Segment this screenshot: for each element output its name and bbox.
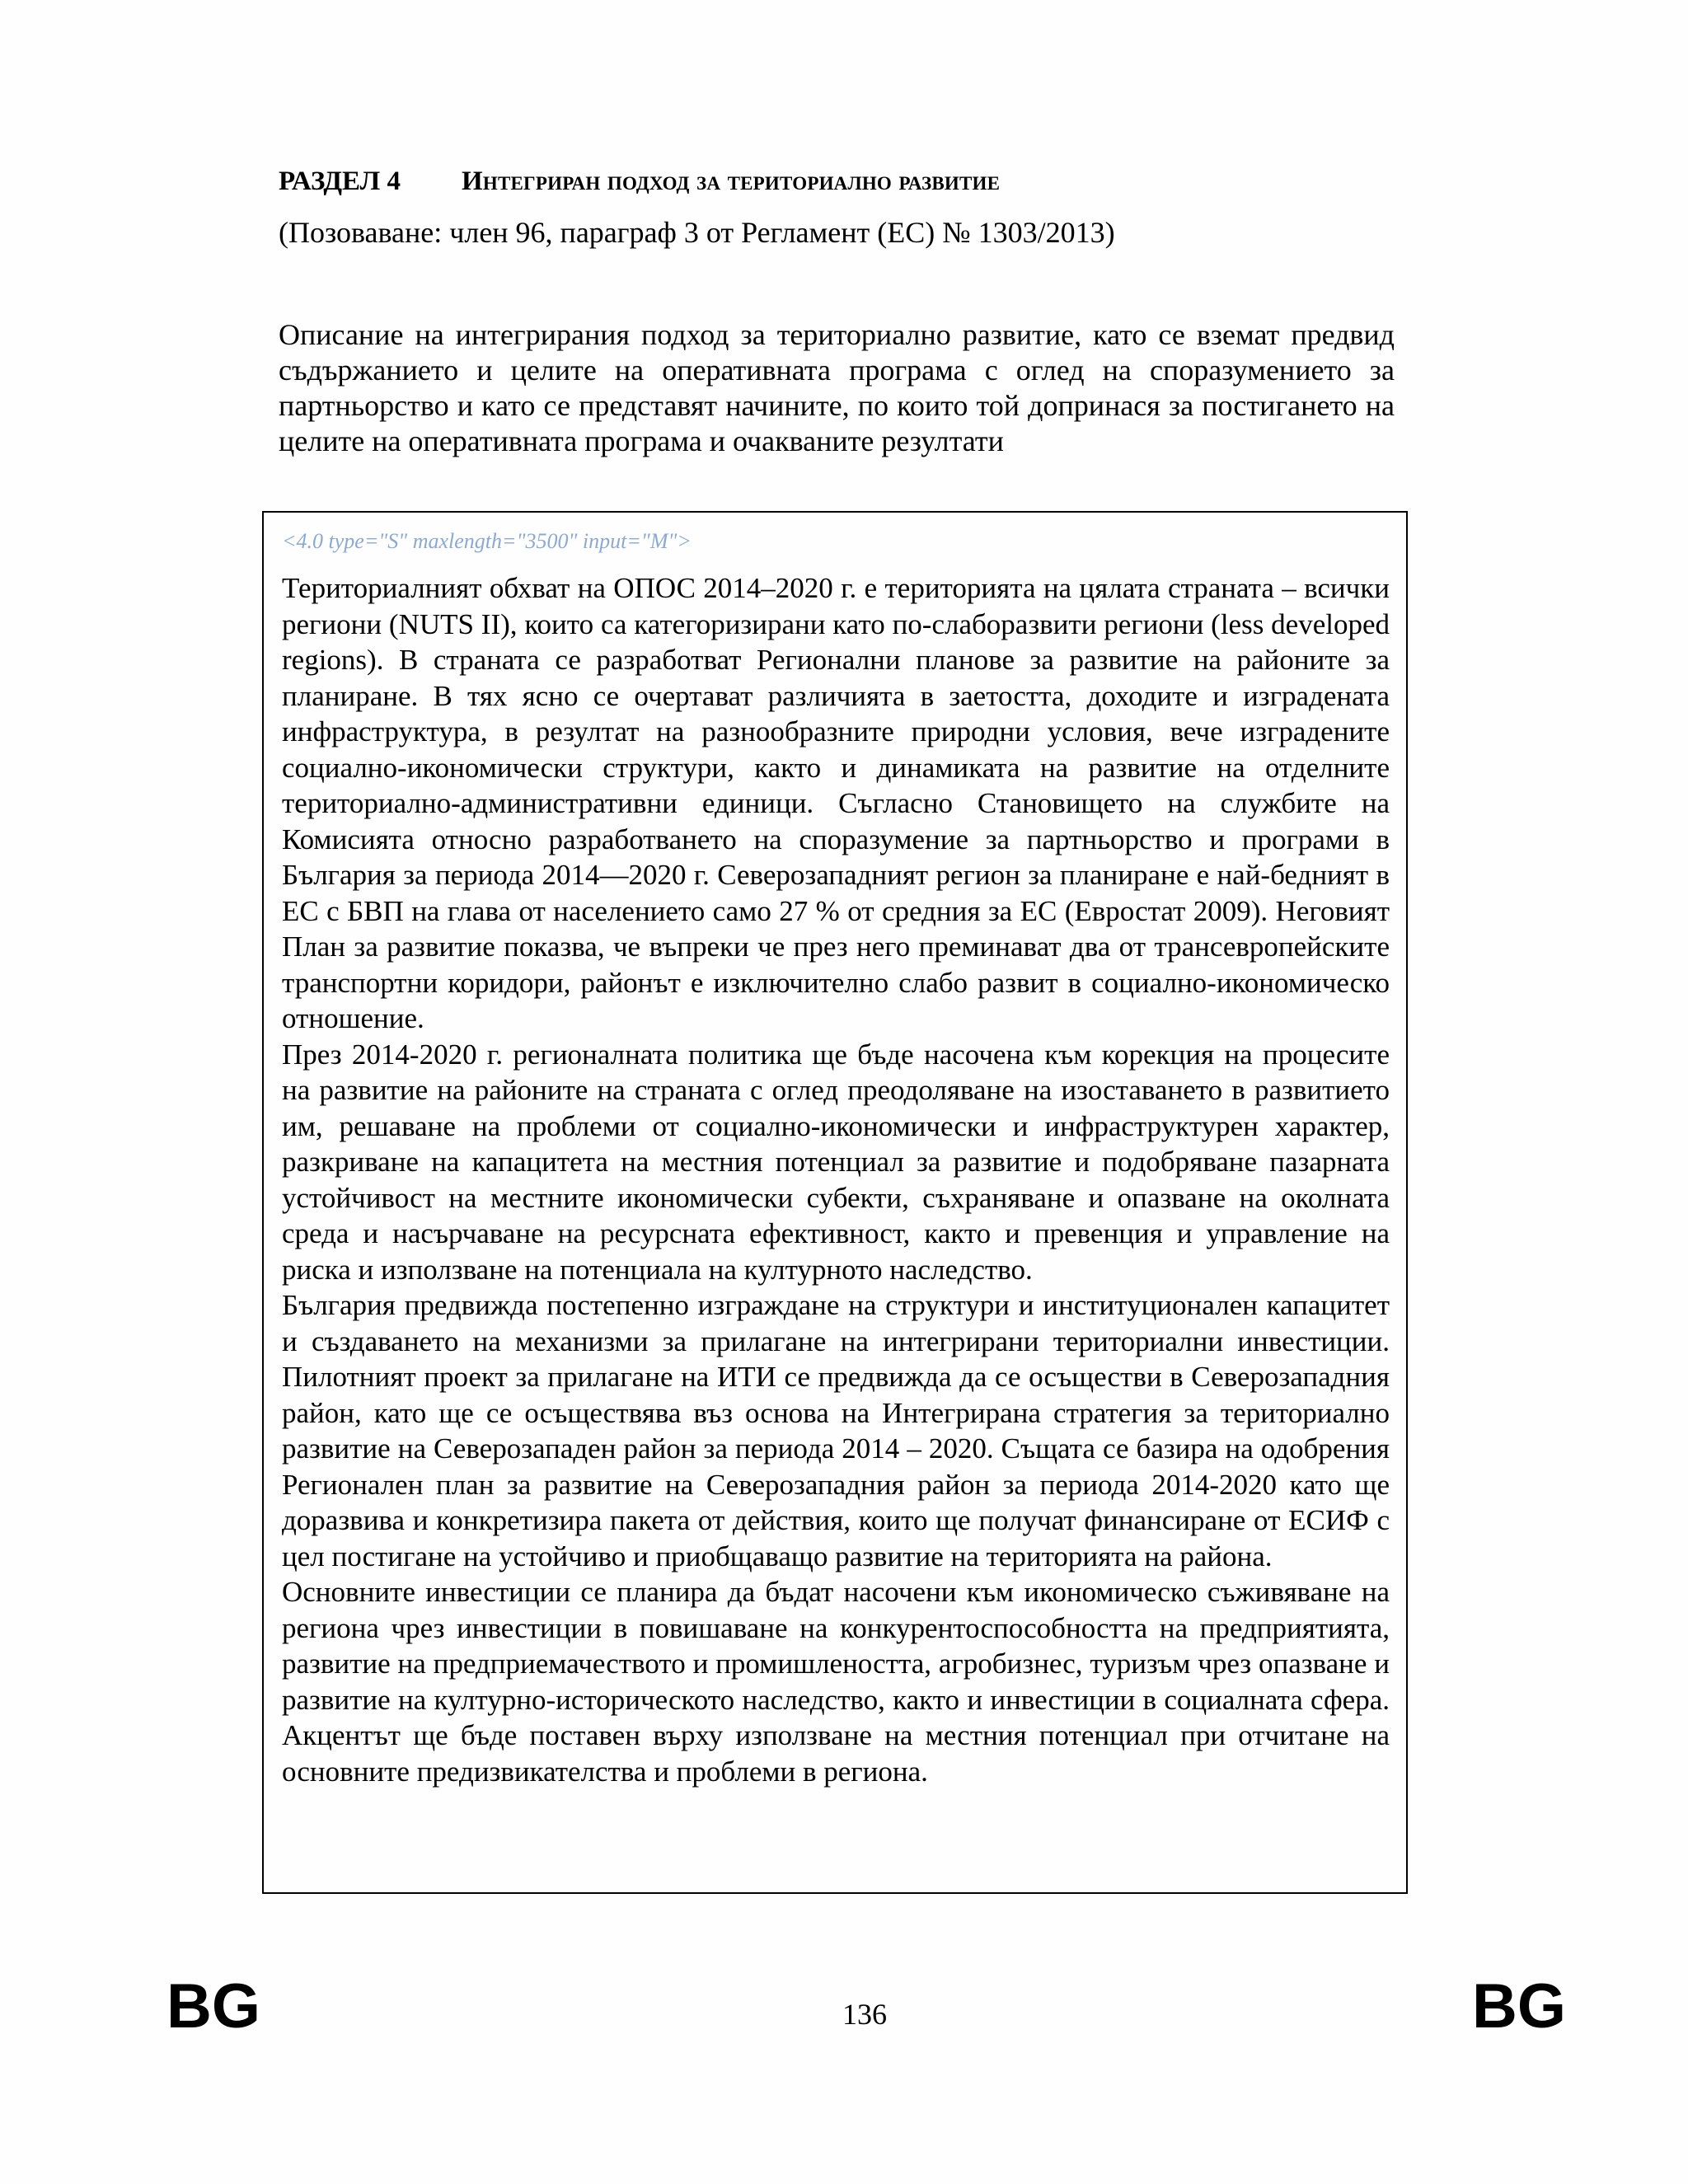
section-description: Описание на интегрирания подход за териториално развитие, като се вземат предвид съдържанието и целите на оперативната програма с оглед на споразумението за партньорство и като се представят начините, по които той допринася за постигането на целите на оперативната програма и очакваните резултати: [279, 318, 1395, 457]
paragraph: През 2014-2020 г. регионалната политика ще бъде насочена към корекция на процесите на развитие на районите на страната с оглед преодоляване на изоставането в развитието им, решаване на проблеми от социално-икономически и инфраструктурен характер, разкриване на капацитета на местния потенциал за развитие и подобряване пазарната устойчивост на местните икономически субекти, съхраняване и опазване на околната среда и насърчаване на ресурсната ефективност, както и превенция и управление на риска и използване на потенциала на културното наследство.: [282, 1038, 1390, 1286]
section-heading: [279, 165, 1000, 198]
section-title: Интегриран подход за териториално развитие: [462, 166, 1001, 196]
paragraph: България предвижда постепенно изграждане на структури и институционален капацитет и създаването на механизми за прилагане на интегрирани териториални инвестиции. Пилотният проект за прилагане на ИТИ се предвижда да се осъществи в Северозападния район, като ще се осъществява въз основа на Интегрирана стратегия за териториално развитие на Северозападен район за периода 2014 – 2020. Същата се базира на одобрения Регионален план за развитие на Северозападния район за периода 2014-2020 като ще доразвива и конкретизира пакета от действия, които ще получат финансиране от ЕСИФ с цел постигане на устойчиво и приобщаващо развитие на територията на района.: [282, 1289, 1390, 1572]
language-code-left: BG: [166, 1971, 260, 2041]
language-code-right: BG: [1472, 1971, 1566, 2041]
regulation-reference: (Позоваване: член 96, параграф 3 от Регламент (ЕС) № 1303/2013): [279, 216, 1115, 249]
content-text-box: [262, 511, 1408, 1894]
field-tag: <4.0 type="S" maxlength="3500" input="M">: [282, 529, 692, 553]
page-number: 136: [842, 1998, 887, 2031]
text-box-content: [282, 570, 1390, 1789]
section-number: РАЗДЕЛ 4: [279, 166, 401, 196]
paragraph: Основните инвестиции се планира да бъдат насочени към икономическо съживяване на региона чрез инвестиции в повишаване на конкурентоспособността на предприятията, развитие на предприемачеството и промишлеността, агробизнес, туризъм чрез опазване и развитие на културно-историческото наследство, както и инвестиции в социалната сфера. Акцентът ще бъде поставен върху използване на местния потенциал при отчитане на основните предизвикателства и проблеми в региона.: [282, 1576, 1390, 1788]
paragraph: Териториалният обхват на ОПОС 2014–2020 г. е територията на цялата страната – всички региони (NUTS II), които са категоризирани като по-слаборазвити региони (less developed regions). В страната се разработват Регионални планове за развитие на районите за планиране. В тях ясно се очертават различията в заетостта, доходите и изградената инфраструктура, в резултат на разнообразните природни условия, вече изградените социално-икономически структури, както и динамиката на развитие на отделните териториално-административни единици. Съгласно Становището на службите на Комисията относно разработването на споразумение за партньорство и програми в България за периода 2014—2020 г. Северозападният регион за планиране е най-бедният в ЕС с БВП на глава от населението само 27 % от средния за ЕС (Евростат 2009). Неговият План за развитие показва, че въпреки че през него преминават два от трансевропейските транспортни коридори, районът е изключително слабо развит в социално-икономическо отношение.: [282, 572, 1390, 1034]
